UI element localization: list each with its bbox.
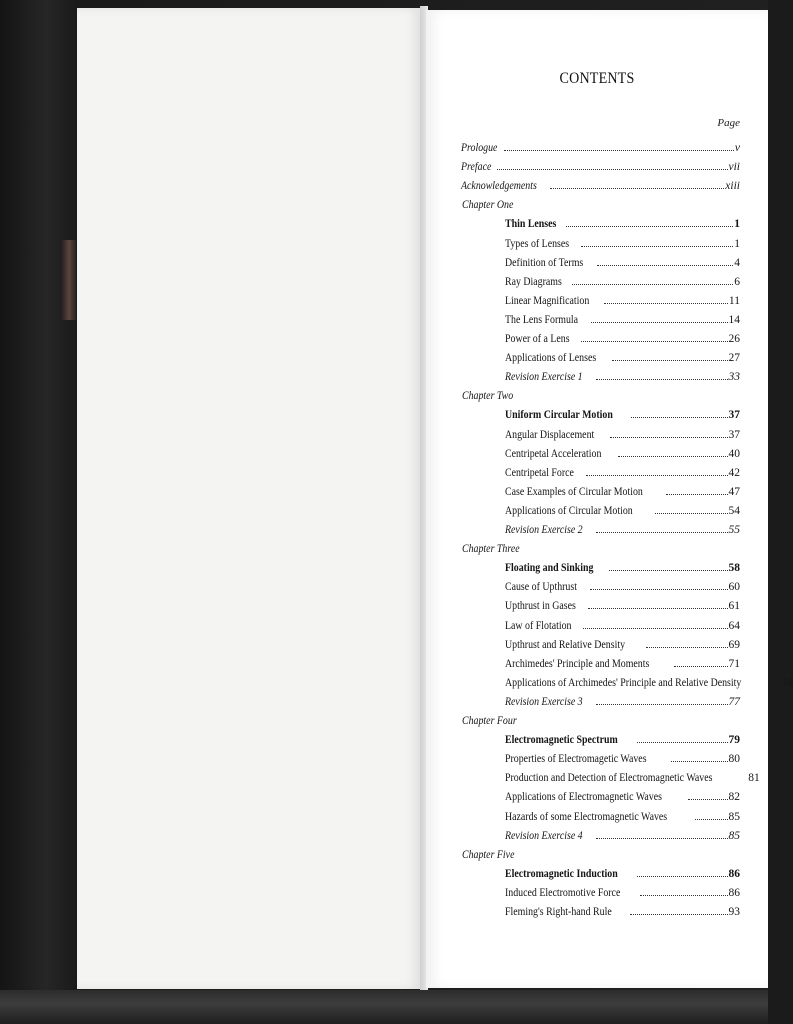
section-entry [505,463,740,479]
chapter-heading [462,539,529,555]
toc-page-number: 11 [728,294,740,307]
dot-leader [674,666,728,667]
toc-entry-label: Floating and Sinking [505,562,594,575]
chapter-label: Chapter Five [462,848,515,861]
toc-entry-label: Upthrust and Relative Density [505,638,626,651]
section-entry [505,768,760,785]
dot-leader [581,341,727,342]
toc-page-number: 71 [728,657,740,670]
dot-leader [637,876,727,877]
chapter-heading [462,195,522,211]
toc-page-number: 27 [728,352,740,365]
section-entry [505,807,740,823]
toc-page-number: 1 [734,218,740,231]
section-entry [505,902,740,918]
section-entry [505,673,793,689]
toc-page-number: 58 [728,562,740,575]
toc-entry-label: Thin Lenses [505,218,557,231]
dot-leader [586,475,727,476]
toc-entry-label: Centripetal Force [505,466,574,479]
toc-page-number: 80 [728,753,740,766]
revision-exercise-entry [505,826,740,842]
toc-page-number: 14 [728,313,740,326]
dot-leader [591,322,728,323]
dot-leader [583,628,727,629]
page-title: CONTENTS [559,70,635,87]
chapter-label: Chapter Three [462,543,520,556]
section-entry [505,596,740,612]
toc-entry-label: Revision Exercise 4 [505,829,583,842]
toc-page-number: 26 [728,333,740,345]
dot-leader [688,799,727,800]
chapter-label: Chapter Two [462,390,514,403]
dot-leader [588,608,727,609]
toc-entry-label: Centripetal Acceleration [505,447,602,460]
toc-page-number: vii [728,161,740,174]
section-entry [505,635,740,651]
toc-page-number: 47 [728,485,740,498]
toc-entry-label: The Lens Formula [505,313,579,326]
section-entry [505,348,740,364]
dot-leader [666,494,727,495]
toc-page-number: 4 [734,256,740,269]
toc-entry-label: Acknowledgements [461,180,537,193]
dot-leader [497,169,727,170]
toc-entry-label: Prologue [461,142,498,154]
chapter-label: Chapter One [462,199,514,212]
toc-entry-label: Electromagnetic Induction [505,867,618,880]
toc-entry-label: Cause of Upthrust [505,581,577,594]
chapter-label: Chapter Four [462,715,517,727]
dot-leader [631,417,727,418]
toc-page-number: 6 [734,275,740,288]
toc-page-number: 37 [728,409,740,422]
toc-entry-label: Uniform Circular Motion [505,409,613,422]
chapter-title-entry [505,214,740,230]
toc-page-number: 1 [734,237,740,250]
toc-page-number: 64 [728,619,740,632]
toc-entry-label: Power of a Lens [505,333,570,345]
section-entry [505,482,740,498]
toc-page-number: 40 [728,447,740,460]
dot-leader [618,456,727,457]
toc-entry-label: Revision Exercise 2 [505,524,583,536]
section-entry [505,272,740,288]
toc-page-number: 69 [728,638,740,651]
toc-entry-label: Types of Lenses [505,237,570,250]
toc-entry-label: Case Examples of Circular Motion [505,485,643,498]
dot-leader [646,647,728,648]
front-matter-entry [461,157,740,173]
chapter-heading [462,711,526,727]
toc-page-number: 54 [728,504,740,517]
dot-leader [572,284,733,285]
toc-page-number: 85 [728,810,740,823]
toc-page-number: v [734,142,740,154]
revision-exercise-entry [505,692,740,708]
toc-page-number: 79 [728,734,740,747]
front-matter-entry [461,138,740,154]
dot-leader [596,838,727,839]
section-entry [505,883,740,899]
chapter-title-entry [505,405,740,421]
toc-entry-label: Hazards of some Electromagnetic Waves [505,810,668,823]
dot-leader [596,704,727,705]
toc-entry-label: Production and Detection of Electromagnetic Waves [505,772,713,785]
toc-entry-label: Applications of Archimedes' Principle and Relative Density [505,676,742,689]
section-entry [505,444,740,460]
dot-leader [596,532,727,533]
dot-leader [655,513,728,514]
section-entry [505,253,740,269]
scanner-bottom-edge [0,990,768,1024]
toc-entry-label: Revision Exercise 3 [505,695,583,708]
section-entry [505,616,740,632]
page-edge-shadow [62,240,76,320]
dot-leader [604,303,728,304]
chapter-title-entry [505,558,740,574]
section-entry [505,787,740,803]
section-entry [505,501,740,517]
dot-leader [640,895,727,896]
chapter-title-entry [505,864,740,880]
section-entry [505,310,740,326]
toc-entry-label: Archimedes' Principle and Moments [505,657,650,670]
dot-leader [695,819,728,820]
dot-leader [612,360,727,361]
toc-entry-label: Electromagnetic Spectrum [505,734,618,747]
chapter-heading [462,386,522,402]
dot-leader [550,188,724,189]
toc-entry-label: Induced Electromotive Force [505,886,621,899]
section-entry [505,749,740,765]
toc-entry-label: Upthrust in Gases [505,600,576,613]
dot-leader [637,742,727,743]
toc-entry-label: Properties of Electromagetic Waves [505,753,647,766]
toc-entry-label: Angular Displacement [505,428,595,441]
toc-page-number: 42 [728,466,740,479]
revision-exercise-entry [505,367,740,383]
chapter-title-entry [505,730,740,746]
toc-page-number: 61 [728,600,740,613]
section-entry [505,425,740,441]
dot-leader [581,246,734,247]
section-entry [505,329,740,345]
left-blank-page [77,8,420,989]
toc-entry-label: Applications of Lenses [505,352,597,365]
toc-page-number: 74 [781,676,793,689]
toc-entry-label: Law of Flotation [505,619,572,632]
front-matter-entry [461,176,740,192]
toc-page-number: 85 [728,829,740,842]
dot-leader [504,150,734,151]
toc-page-number: 55 [728,524,740,536]
toc-entry-label: Definition of Terms [505,256,584,269]
section-entry [505,654,740,670]
toc-entry-label: Linear Magnification [505,294,590,307]
toc-page-number: 86 [728,886,740,899]
dot-leader [609,570,728,571]
dot-leader [566,226,733,227]
toc-entry-label: Revision Exercise 1 [505,371,583,384]
toc-entry-label: Preface [461,161,492,174]
dot-leader [610,437,728,438]
dot-leader [671,761,728,762]
toc-entry-label: Fleming's Right-hand Rule [505,906,612,918]
section-entry [505,577,740,593]
chapter-heading [462,845,523,861]
toc-page-number: xiii [725,180,740,193]
revision-exercise-entry [505,520,740,536]
toc-page-number: 82 [728,791,740,804]
toc-entry-label: Applications of Circular Motion [505,504,633,517]
toc-page-number: 81 [748,772,760,785]
toc-page-number: 93 [728,906,740,918]
toc-page-number: 60 [728,581,740,594]
toc-page-number: 77 [728,695,740,708]
dot-leader [597,265,733,266]
section-entry [505,234,740,250]
dot-leader [630,914,727,915]
section-entry [505,291,740,307]
toc-entry-label: Applications of Electromagnetic Waves [505,791,662,804]
page-column-header: Page [717,117,740,129]
toc-page-number: 86 [728,867,740,880]
toc-page-number: 37 [728,428,740,441]
dot-leader [596,379,727,380]
dot-leader [590,589,728,590]
toc-page-number: 33 [728,371,740,384]
toc-entry-label: Ray Diagrams [505,275,562,288]
